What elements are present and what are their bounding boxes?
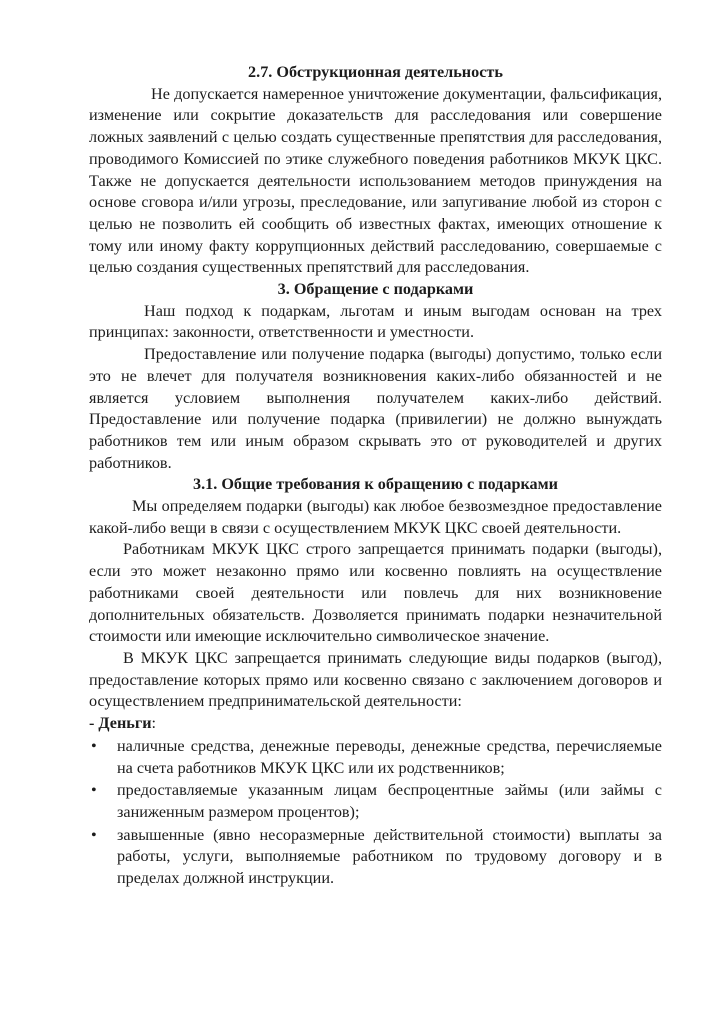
list-item — [89, 825, 662, 890]
list-item — [89, 780, 662, 823]
bullet-icon: • — [91, 781, 97, 800]
section-heading-3-1: 3.1. Общие требования к обращению с подарками — [192, 475, 559, 494]
paragraph-gift-definition: Мы определяем подарки (выгоды) как любое безвозмездное предоставление какой-либо вещи в связи с осуществлением МКУК ЦКС своей деятельности. — [89, 497, 662, 537]
money-bullet-list — [89, 736, 662, 890]
paragraph-gift-prohibition: Работникам МКУК ЦКС строго запрещается принимать подарки (выгоды), если это может незаконно прямо или косвенно повлиять на осуществление работниками своей деятельности или повлечь для них возникновение дополнительных обязательств. Дозволяется принимать подарки незначительной стоимости или имеющие исключительно символическое значение. — [89, 540, 662, 646]
list-item — [89, 736, 662, 779]
bullet-icon: • — [91, 825, 97, 844]
paragraph-obstruction: Не допускается намеренное уничтожение документации, фальсификация, изменение или сокрытие доказательств для расследования или совершение ложных заявлений с целью создать существенные препятствия для расследования, проводимого Комиссией по этике служебного поведения работников МКУК ЦКС. Также не допускается деятельности использованием методов принуждения на основе сговора и/или угрозы, преследование, или запугивание любой из сторон с целью не позволить ей сообщить об известных фактах, имеющих отношение к тому или иному факту коррупционных действий расследованию, совершаемые с целью создания существенных препятствий для расследования. — [89, 84, 662, 277]
paragraph-gift-permissibility: Предоставление или получение подарка (выгоды) допустимо, только если это не влечет для получателя возникновения каких-либо обязанностей и не является условием выполнения получателем каких-либо действий. Предоставление или получение подарка (привилегии) не должно вынуждать работников тем или иным образом скрывать это от руководителей и других работников. — [89, 345, 662, 472]
bullet-text: наличные средства, денежные переводы, денежные средства, перечисляемые на счета работников МКУК ЦКС или их родственников; — [117, 736, 662, 777]
money-label: - Деньги — [89, 714, 152, 733]
section-heading-2-7: 2.7. Обструкционная деятельность — [248, 63, 503, 81]
money-colon: : — [151, 714, 157, 733]
section-heading-3: 3. Обращение с подарками — [277, 280, 474, 299]
bullet-text: предоставляемые указанным лицам беспроцентные займы (или займы с заниженным размером процентов); — [117, 781, 662, 821]
paragraph-prohibited-gift-types: В МКУК ЦКС запрещается принимать следующие виды подарков (выгод), предоставление которых прямо или косвенно связано с заключением договоров и осуществлением предпринимательской деятельности: — [89, 648, 662, 711]
paragraph-gift-approach: Наш подход к подаркам, льготам и иным выгодам основан на трех принципах: законности, ответственности и уместности. — [89, 301, 662, 342]
bullet-icon: • — [91, 736, 97, 755]
bullet-text: завышенные (явно несоразмерные действительной стоимости) выплаты за работы, услуги, выполняемые работником по трудовому договору и в пределах должной инструкции. — [117, 825, 662, 888]
money-heading — [89, 713, 662, 735]
